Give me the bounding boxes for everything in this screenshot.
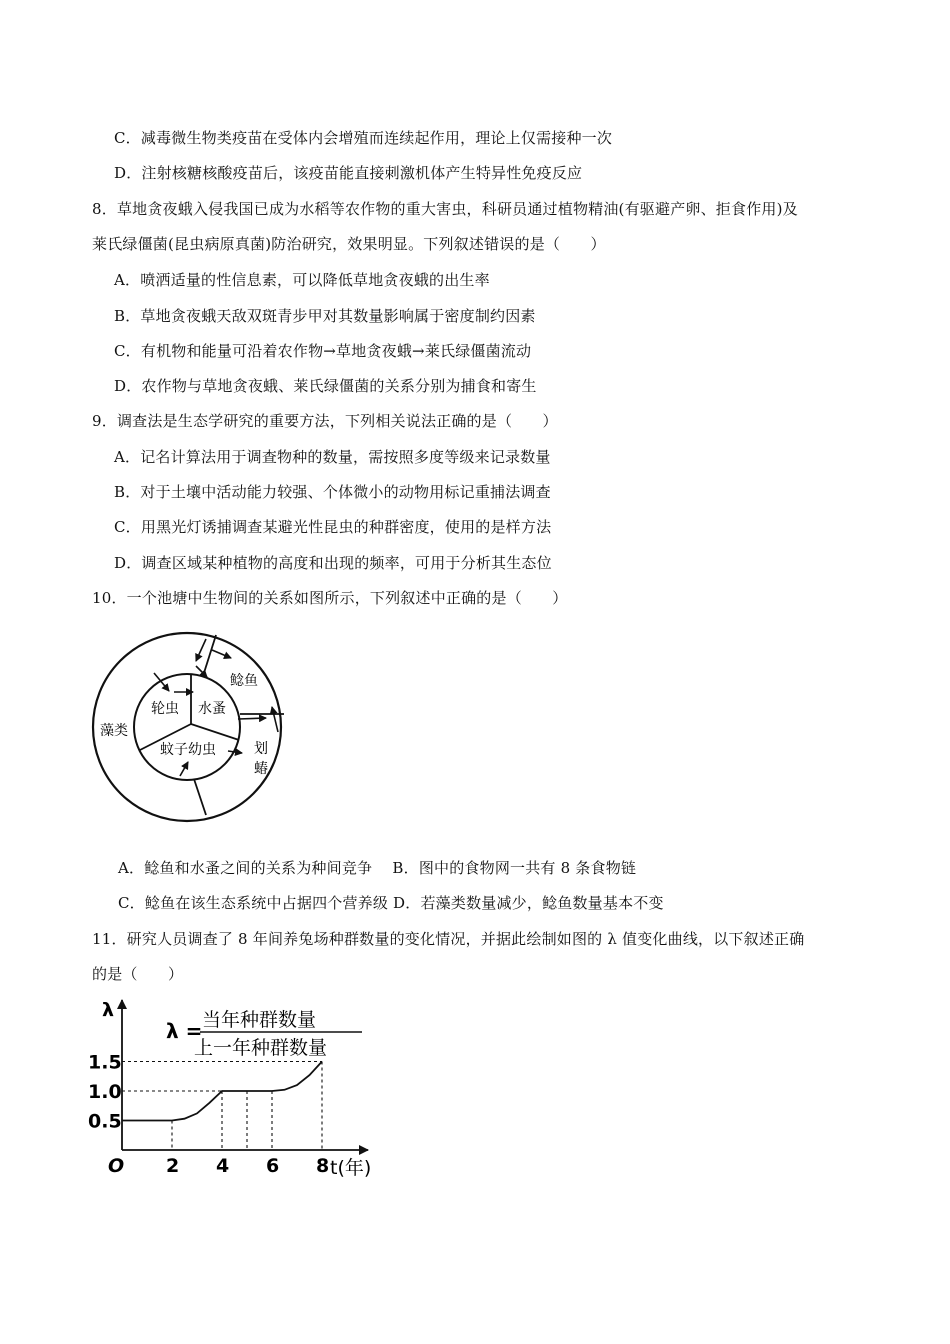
q8-stem-line2: 莱氏绿僵菌(昆虫病原真菌)防治研究，效果明显。下列叙述错误的是（ ）: [92, 235, 606, 253]
ring-divider-bottom: [194, 779, 206, 815]
y-tick-label: 0.5: [88, 1110, 122, 1133]
x-tick-label: 6: [266, 1155, 280, 1177]
q8-option-c: C．有机物和能量可沿着农作物→草地贪夜蛾→莱氏绿僵菌流动: [114, 342, 532, 360]
q11-stem-line1: 11．研究人员调查了 8 年间养兔场种群数量的变化情况，并据此绘制如图的 λ 值变化曲线，以下叙述正确: [92, 930, 805, 948]
q10-options-ab: A．鲶鱼和水蚤之间的关系为种间竞争 B．图中的食物网一共有 8 条食物链: [118, 859, 637, 877]
arrow-9: [228, 751, 242, 753]
q9-stem: 9．调查法是生态学研究的重要方法，下列相关说法正确的是（ ）: [92, 412, 558, 430]
q7-option-c: C．减毒微生物类疫苗在受体内会增殖而连续起作用，理论上仅需接种一次: [114, 129, 613, 147]
q9-option-c: C．用黑光灯诱捕调查某避光性昆虫的种群密度，使用的是样方法: [114, 518, 552, 536]
q10-options-cd: C．鲶鱼在该生态系统中占据四个营养级 D．若藻类数量减少，鲶鱼数量基本不变: [118, 894, 664, 912]
q11-stem-line2: 的是（ ）: [92, 965, 184, 983]
q9-option-a: A．记名计算法用于调查物种的数量，需按照多度等级来记录数量: [114, 448, 551, 466]
y-axis-label: λ: [102, 999, 115, 1021]
formula-numerator: 当年种群数量: [202, 1009, 317, 1031]
arrow-6: [238, 718, 266, 719]
food-web-diagram: [88, 628, 298, 828]
y-tick-label: 1.0: [88, 1081, 122, 1103]
label-daphnia: 水蚤: [198, 701, 226, 717]
q7-option-d: D．注射核糖核酸疫苗后，该疫苗能直接刺激机体产生特异性免疫反应: [114, 164, 583, 182]
label-algae: 藻类: [100, 723, 128, 739]
x-axis-label: t(年): [330, 1157, 372, 1179]
y-tick-label: 1.5: [88, 1051, 122, 1074]
x-tick-label: 2: [166, 1155, 180, 1177]
label-water-boatman-1: 划: [254, 741, 268, 757]
arrow-8: [180, 762, 188, 776]
q9-option-d: D．调查区域某种植物的高度和出现的频率，可用于分析其生态位: [114, 554, 552, 572]
arrow-5: [212, 650, 231, 658]
q8-option-d: D．农作物与草地贪夜蛾、莱氏绿僵菌的关系分别为捕食和寄生: [114, 377, 537, 395]
q10-stem: 10．一个池塘中生物间的关系如图所示，下列叙述中正确的是（ ）: [92, 589, 568, 607]
formula-lambda: λ =: [166, 1019, 203, 1043]
arrow-1: [154, 673, 169, 691]
q8-option-a: A．喷洒适量的性信息素，可以降低草地贪夜蛾的出生率: [114, 271, 490, 289]
lambda-chart: [86, 996, 406, 1186]
x-tick-label: 4: [216, 1155, 230, 1177]
arrow-4: [196, 639, 206, 661]
origin-label: O: [108, 1155, 125, 1177]
arrow-7: [272, 707, 278, 732]
x-tick-label: 8: [316, 1155, 330, 1177]
q8-stem-line1: 8．草地贪夜蛾入侵我国已成为水稻等农作物的重大害虫，科研员通过植物精油(有驱避产卵、拒食作用)及: [92, 200, 798, 218]
label-catfish: 鲶鱼: [230, 673, 258, 689]
q8-option-b: B．草地贪夜蛾天敌双斑青步甲对其数量影响属于密度制约因素: [114, 307, 536, 325]
formula-denominator: 上一年种群数量: [194, 1037, 328, 1059]
label-mosquito-larva: 蚊子幼虫: [160, 742, 216, 758]
inner-divider-right: [191, 724, 239, 740]
label-rotifer: 轮虫: [151, 701, 179, 717]
label-water-boatman-2: 蝽: [254, 761, 268, 777]
q9-option-b: B．对于土壤中活动能力较强、个体微小的动物用标记重捕法调查: [114, 483, 551, 501]
